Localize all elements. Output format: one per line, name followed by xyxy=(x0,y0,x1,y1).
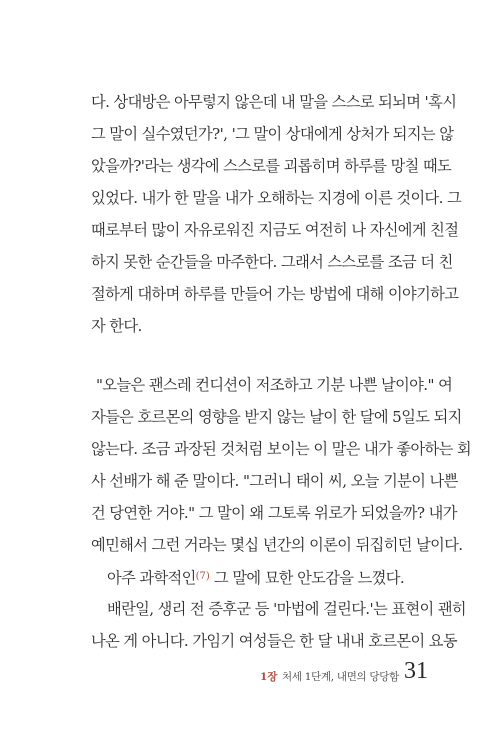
text-segment: 아주 과학적인 xyxy=(107,569,196,587)
text-line: 자 한다. xyxy=(91,317,142,335)
text-line: 건 당연한 거야." 그 말이 왜 그토록 위로가 되었을까? 내가 xyxy=(91,504,457,522)
text-line: 있었다. 내가 한 말을 내가 오해하는 지경에 이른 것이다. 그 xyxy=(91,189,462,207)
text-line: 절하게 대하며 하루를 만들어 가는 방법에 대해 이야기하고 xyxy=(91,285,459,303)
text-line: 나온 게 아니다. 가임기 여성들은 한 달 내내 호르몬이 요동 xyxy=(91,632,457,650)
text-line: 예민해서 그런 거라는 몇십 년간의 이론이 뒤집히던 날이다. xyxy=(91,536,463,554)
text-line: 다. 상대방은 아무렇지 않은데 내 말을 스스로 되뇌며 '혹시 xyxy=(91,93,457,111)
page-number: 31 xyxy=(404,658,428,684)
chapter-label: 1장 xyxy=(260,671,278,683)
text-line xyxy=(107,567,441,588)
text-segment: 그 말에 묘한 안도감을 느꼈다. xyxy=(209,569,405,587)
text-line: 그 말이 실수였던가?', '그 말이 상대에게 상처가 되지는 않 xyxy=(91,125,454,143)
running-title: 처세 1단계, 내면의 당당함 xyxy=(282,671,399,683)
text-line: 사 선배가 해 준 말이다. "그러니 태이 씨, 오늘 기분이 나쁜 xyxy=(91,472,458,490)
text-line: "오늘은 괜스레 컨디션이 저조하고 기분 나쁜 날이야." 여 xyxy=(96,376,453,394)
text-line: 았을까?'라는 생각에 스스로를 괴롭히며 하루를 망칠 때도 xyxy=(91,157,452,175)
text-line: 자들은 호르몬의 영향을 받지 않는 날이 한 달에 5일도 되지 xyxy=(91,408,462,426)
text-line: 하지 못한 순간들을 마주한다. 그래서 스스로를 조금 더 친 xyxy=(91,253,453,271)
text-line: 배란일, 생리 전 증후군 등 '마법에 걸린다.'는 표현이 괜히 xyxy=(107,600,466,618)
text-line: 때로부터 많이 자유로워진 지금도 여전히 나 자신에게 친절 xyxy=(91,221,459,239)
footnote-marker[interactable]: (7) xyxy=(195,571,210,582)
text-line: 않는다. 조금 과장된 것처럼 보이는 이 말은 내가 좋아하는 회 xyxy=(91,440,471,458)
